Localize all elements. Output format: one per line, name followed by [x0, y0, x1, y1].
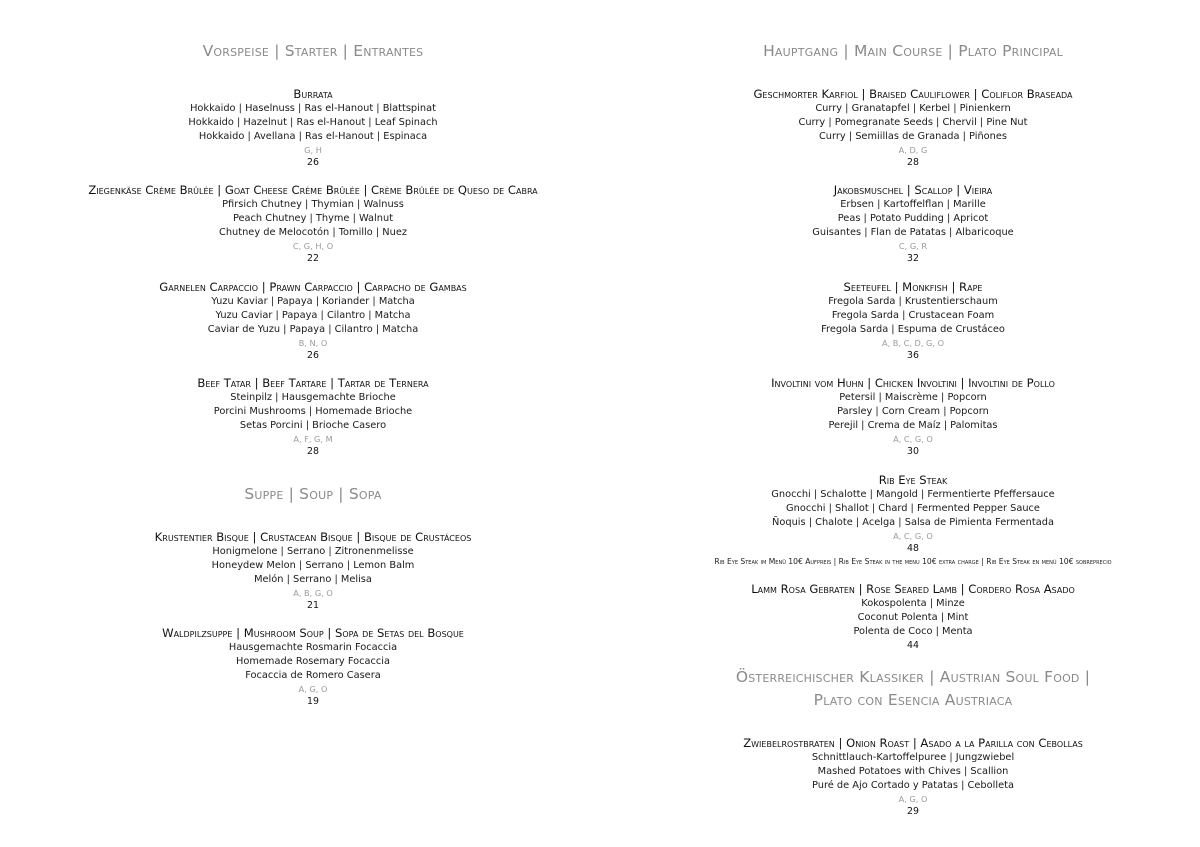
dish-description-es: Melón | Serrano | Melisa [254, 573, 372, 585]
dish-beef-tatar [0, 376, 626, 459]
dish-description-es: Focaccia de Romero Casera [245, 669, 381, 681]
dish-description-en: Mashed Potatoes with Chives | Scallion [817, 765, 1009, 777]
dish-description-en: Peach Chutney | Thyme | Walnut [232, 212, 394, 224]
dish-price: 26 [307, 157, 319, 169]
dish-price: 36 [907, 350, 919, 362]
dish-description-de: Kokospolenta | Minze [861, 597, 965, 609]
section-title-soup: Suppe | Soup | Sopa [244, 485, 382, 503]
section-title-main-course: Hauptgang | Main Course | Plato Principal [763, 42, 1063, 60]
dish-description-en: Hokkaido | Hazelnut | Ras el-Hanout | Leaf Spinach [188, 116, 438, 128]
dish-price: 32 [907, 253, 919, 265]
dish-chicken-involtini [626, 376, 1200, 459]
dish-title: Rib Eye Steak [878, 473, 948, 487]
dish-price: 44 [907, 640, 919, 652]
dish-allergens: A, B, C, D, G, O [881, 338, 945, 349]
dish-description-en: Homemade Rosemary Focaccia [236, 655, 390, 667]
dish-description-es: Polenta de Coco | Menta [853, 625, 973, 637]
dish-goat-cheese [0, 183, 626, 266]
dish-description-de: Fregola Sarda | Krustentierschaum [828, 295, 998, 307]
dish-title: Burrata [293, 87, 333, 101]
dish-title: Krustentier Bisque | Crustacean Bisque | Bisque de Crustáceos [154, 530, 472, 544]
dish-price: 29 [907, 806, 919, 818]
section-title-austrian-classic [626, 666, 1200, 712]
dish-description-de: Gnocchi | Schalotte | Mangold | Fermentierte Pfeffersauce [771, 488, 1055, 500]
dish-description-en: Porcini Mushrooms | Homemade Brioche [213, 405, 413, 417]
dish-allergens: A, G, O [298, 684, 328, 695]
dish-onion-roast [626, 736, 1200, 819]
dish-price: 19 [307, 696, 319, 708]
dish-price: 30 [907, 446, 919, 458]
dish-allergens: A, G, O [898, 794, 928, 805]
dish-description-de: Honigmelone | Serrano | Zitronenmelisse [212, 545, 414, 557]
dish-price: 22 [307, 253, 319, 265]
dish-description-de: Hausgemachte Rosmarin Focaccia [228, 641, 398, 653]
dish-price: 28 [907, 157, 919, 169]
dish-allergens: C, G, H, O [292, 241, 334, 252]
dish-price: 21 [307, 600, 319, 612]
dish-allergens: A, B, G, O [293, 588, 333, 599]
dish-title: Seeteufel | Monkfish | Rape [843, 280, 983, 294]
dish-allergens: B, N, O [298, 338, 328, 349]
dish-description-en: Fregola Sarda | Crustacean Foam [831, 309, 995, 321]
dish-burrata [0, 87, 626, 170]
dish-mushroom-soup [0, 626, 626, 709]
dish-crustacean-bisque [0, 530, 626, 613]
dish-title: Involtini vom Huhn | Chicken Involtini | Involtini de Pollo [771, 376, 1055, 390]
dish-title: Ziegenkäse Crème Brûlée | Goat Cheese Crème Brûlée | Crème Brûlée de Queso de Cabra [88, 183, 538, 197]
dish-surcharge-note: Rib Eye Steak im Menü 10€ Aufpreis | Rib Eye Steak in the menu 10€ extra charge | Rib Eye Steak en menú 10€ sobreprecio [714, 556, 1112, 566]
dish-monkfish [626, 280, 1200, 363]
dish-title: Geschmorter Karfiol | Braised Cauliflower | Coliflor Braseada [753, 87, 1073, 101]
dish-description-es: Puré de Ajo Cortado y Patatas | Cebolleta [812, 779, 1014, 791]
dish-prawn-carpaccio [0, 280, 626, 363]
dish-description-es: Guisantes | Flan de Patatas | Albaricoque [812, 226, 1014, 238]
dish-description-de: Hokkaido | Haselnuss | Ras el-Hanout | Blattspinat [190, 102, 436, 114]
dish-allergens: A, C, G, O [893, 434, 933, 445]
dish-description-es: Curry | Semiillas de Granada | Piñones [818, 130, 1008, 142]
dish-description-en: Coconut Polenta | Mint [857, 611, 969, 623]
dish-title: Beef Tatar | Beef Tartare | Tartar de Ternera [197, 376, 429, 390]
dish-description-en: Gnocchi | Shallot | Chard | Fermented Pepper Sauce [786, 502, 1040, 514]
dish-price: 48 [907, 543, 919, 555]
dish-description-en: Peas | Potato Pudding | Apricot [837, 212, 989, 224]
dish-description-de: Yuzu Kaviar | Papaya | Koriander | Matcha [211, 295, 415, 307]
dish-description-es: Caviar de Yuzu | Papaya | Cilantro | Matcha [207, 323, 419, 335]
dish-price: 28 [307, 446, 319, 458]
dish-description-es: Ñoquis | Chalote | Acelga | Salsa de Pimienta Fermentada [772, 516, 1054, 528]
dish-description-de: Steinpilz | Hausgemachte Brioche [230, 391, 396, 403]
dish-title: Zwiebelrostbraten | Onion Roast | Asado a la Parilla con Cebollas [743, 736, 1083, 750]
dish-title: Waldpilzsuppe | Mushroom Soup | Sopa de Setas del Bosque [162, 626, 464, 640]
dish-title: Lamm Rosa Gebraten | Rose Seared Lamb | Cordero Rosa Asado [751, 582, 1075, 596]
dish-description-de: Curry | Granatapfel | Kerbel | Pinienkern [815, 102, 1011, 114]
dish-allergens: A, F, G, M [293, 434, 333, 445]
dish-description-de: Schnittlauch-Kartoffelpuree | Jungzwiebel [811, 751, 1015, 763]
dish-description-en: Parsley | Corn Cream | Popcorn [837, 405, 989, 417]
section-title-line-2: Plato con Esencia Austriaca [813, 691, 1013, 709]
dish-title: Jakobsmuschel | Scallop | Vieira [833, 183, 993, 197]
dish-price: 26 [307, 350, 319, 362]
dish-rib-eye-steak [626, 473, 1200, 568]
dish-description-en: Honeydew Melon | Serrano | Lemon Balm [211, 559, 415, 571]
dish-description-en: Curry | Pomegranate Seeds | Chervil | Pine Nut [798, 116, 1028, 128]
dish-description-es: Chutney de Melocotón | Tomillo | Nuez [218, 226, 407, 238]
dish-description-es: Setas Porcini | Brioche Casero [239, 419, 387, 431]
dish-allergens: A, C, G, O [893, 531, 933, 542]
dish-allergens: A, D, G [898, 145, 928, 156]
dish-allergens: C, G, R [898, 241, 928, 252]
dish-allergens: G, H [304, 145, 322, 156]
dish-rose-seared-lamb [626, 582, 1200, 653]
dish-description-es: Hokkaido | Avellana | Ras el-Hanout | Espinaca [198, 130, 428, 142]
dish-description-es: Fregola Sarda | Espuma de Crustáceo [821, 323, 1005, 335]
section-title-line-1: Österreichischer Klassiker | Austrian Soul Food | [735, 668, 1091, 686]
dish-braised-cauliflower [626, 87, 1200, 170]
dish-title: Garnelen Carpaccio | Prawn Carpaccio | Carpacho de Gambas [159, 280, 467, 294]
dish-description-de: Petersil | Maiscrème | Popcorn [839, 391, 987, 403]
dish-description-de: Pfirsich Chutney | Thymian | Walnuss [222, 198, 404, 210]
section-title-starter: Vorspeise | Starter | Entrantes [202, 42, 424, 60]
dish-description-es: Perejil | Crema de Maíz | Palomitas [828, 419, 998, 431]
dish-description-en: Yuzu Caviar | Papaya | Cilantro | Matcha [215, 309, 411, 321]
dish-scallop [626, 183, 1200, 266]
dish-description-de: Erbsen | Kartoffelflan | Marille [840, 198, 986, 210]
